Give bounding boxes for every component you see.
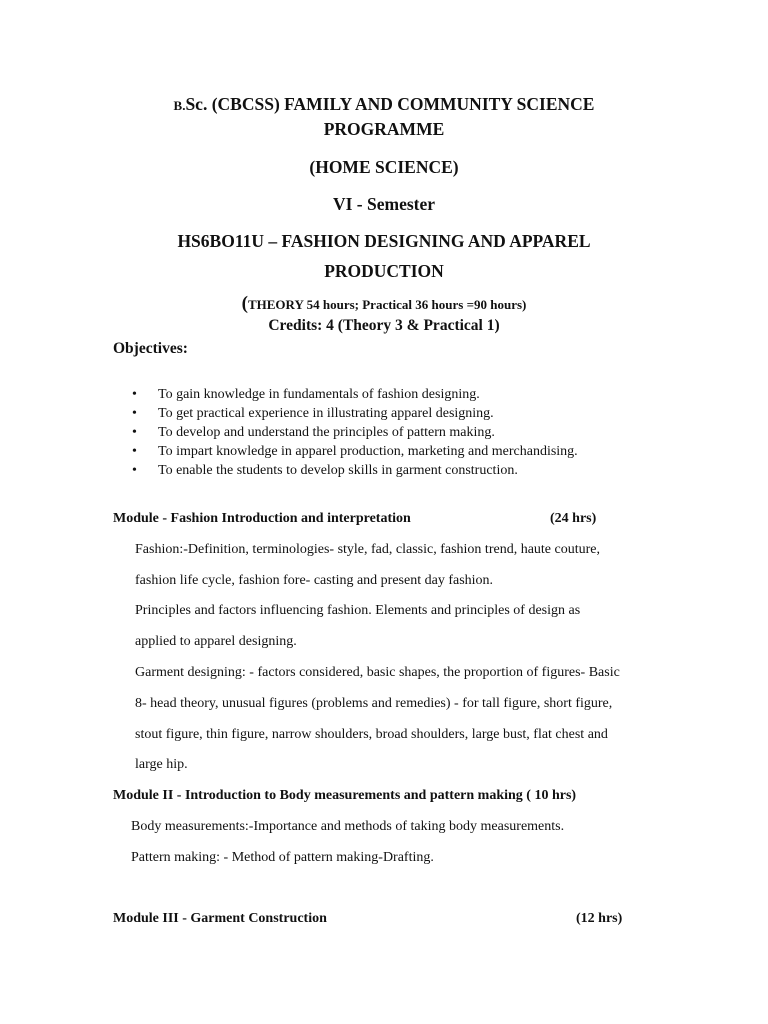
bullet-icon: • bbox=[132, 406, 137, 421]
module-1-line: fashion life cycle, fashion fore- casting and present day fashion. bbox=[135, 573, 494, 588]
module-1-heading: Module - Fashion Introduction and interpretation bbox=[113, 511, 411, 526]
objective-text: To develop and understand the principles of pattern making. bbox=[158, 425, 495, 440]
bullet-icon: • bbox=[132, 425, 137, 440]
course-title-line2: PRODUCTION bbox=[324, 261, 444, 281]
module-1-line: Fashion:-Definition, terminologies- style, fad, classic, fashion trend, haute couture, bbox=[135, 542, 600, 557]
bullet-icon: • bbox=[132, 387, 137, 402]
title-prefix: B. bbox=[173, 98, 186, 113]
course-credits: Credits: 4 (Theory 3 & Practical 1) bbox=[268, 317, 500, 334]
programme-subtitle: (HOME SCIENCE) bbox=[309, 157, 459, 177]
module-3-heading: Module III - Garment Construction bbox=[113, 911, 327, 926]
semester-title: VI - Semester bbox=[332, 194, 436, 214]
module-1-hours: (24 hrs) bbox=[550, 511, 597, 526]
objective-item bbox=[113, 442, 578, 461]
programme-title-line1 bbox=[0, 94, 768, 115]
objective-text: To impart knowledge in apparel production, marketing and merchandising. bbox=[158, 444, 578, 459]
module-1-line: 8- head theory, unusual figures (problems and remedies) - for tall figure, short figure, bbox=[135, 696, 613, 711]
programme-title-line2: PROGRAMME bbox=[323, 119, 445, 139]
module-1-line: large hip. bbox=[135, 757, 188, 772]
module-2-heading: Module II - Introduction to Body measurements and pattern making ( 10 hrs) bbox=[113, 788, 577, 803]
bullet-icon: • bbox=[132, 463, 137, 478]
hours-paren: ( bbox=[241, 293, 248, 314]
course-title-line1: HS6BO11U – FASHION DESIGNING AND APPAREL bbox=[177, 231, 591, 251]
objectives-list bbox=[113, 385, 578, 480]
objective-item bbox=[113, 423, 578, 442]
module-1-line: stout figure, thin figure, narrow shoulders, broad shoulders, large bust, flat chest and bbox=[135, 727, 608, 742]
module-1-line: applied to apparel designing. bbox=[135, 634, 297, 649]
module-3-hours: (12 hrs) bbox=[576, 911, 623, 926]
objective-text: To enable the students to develop skills in garment construction. bbox=[158, 463, 518, 478]
hours-text: THEORY 54 hours; Practical 36 hours =90 hours) bbox=[247, 297, 527, 312]
module-1-line: Garment designing: - factors considered, basic shapes, the proportion of figures- Basic bbox=[135, 665, 620, 680]
objective-item bbox=[113, 404, 578, 423]
course-hours bbox=[0, 293, 768, 315]
module-2-line: Pattern making: - Method of pattern making-Drafting. bbox=[131, 850, 434, 865]
bullet-icon: • bbox=[132, 444, 137, 459]
objective-item bbox=[113, 385, 578, 404]
objective-text: To gain knowledge in fundamentals of fashion designing. bbox=[158, 387, 480, 402]
title-line1-text: Sc. (CBCSS) FAMILY AND COMMUNITY SCIENCE bbox=[185, 94, 595, 114]
module-1-line: Principles and factors influencing fashion. Elements and principles of design as bbox=[135, 603, 581, 618]
objectives-heading: Objectives: bbox=[113, 340, 188, 357]
objective-item bbox=[113, 461, 578, 480]
module-2-line: Body measurements:-Importance and methods of taking body measurements. bbox=[131, 819, 565, 834]
objective-text: To get practical experience in illustrating apparel designing. bbox=[158, 406, 494, 421]
